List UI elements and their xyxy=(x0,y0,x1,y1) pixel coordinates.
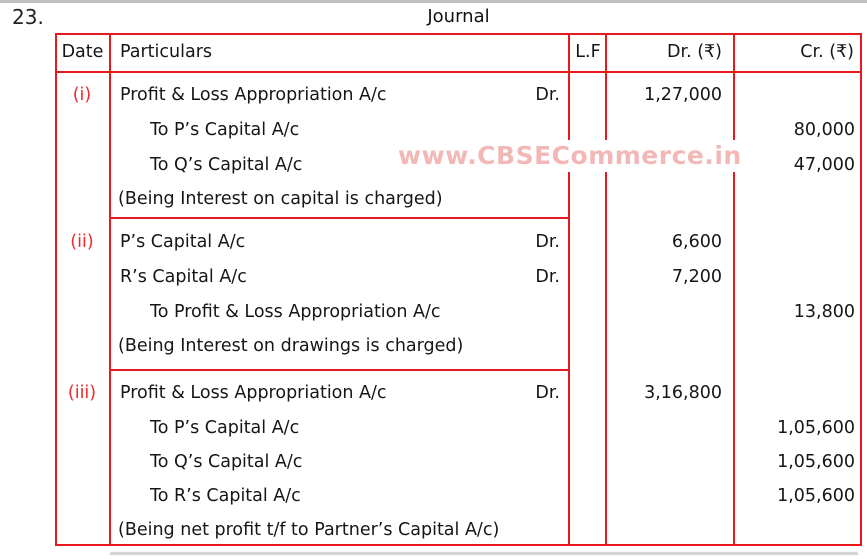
dr-suffix: Dr. xyxy=(535,232,560,252)
question-number: 23. xyxy=(12,5,44,29)
particulars-line: Profit & Loss Appropriation A/c xyxy=(120,85,387,105)
entry-label: (ii) xyxy=(70,232,94,252)
particulars-lf-divider xyxy=(568,33,570,546)
table-bottom-border xyxy=(55,544,862,546)
narration-line: (Being net profit t/f to Partner’s Capital A/c) xyxy=(118,520,500,540)
particulars-line: To R’s Capital A/c xyxy=(150,486,301,506)
narration-line: (Being Interest on capital is charged) xyxy=(118,189,443,209)
header-particulars: Particulars xyxy=(120,42,213,62)
header-dr: Dr. (₹) xyxy=(667,42,722,62)
dr-amount: 6,600 xyxy=(671,232,722,252)
entry-label: (i) xyxy=(72,85,92,105)
bottom-shadow-line xyxy=(110,552,858,555)
cr-amount: 13,800 xyxy=(793,302,855,322)
narration-line: (Being Interest on drawings is charged) xyxy=(118,336,464,356)
dr-amount: 7,200 xyxy=(671,267,722,287)
particulars-line: P’s Capital A/c xyxy=(120,232,246,252)
dr-cr-divider xyxy=(733,33,735,546)
lf-dr-divider xyxy=(605,33,607,546)
cr-amount: 80,000 xyxy=(793,120,855,140)
header-lf: L.F xyxy=(575,42,601,62)
particulars-line: R’s Capital A/c xyxy=(120,267,247,287)
dr-suffix: Dr. xyxy=(535,383,560,403)
particulars-line: To Profit & Loss Appropriation A/c xyxy=(150,302,441,322)
cr-amount: 47,000 xyxy=(793,155,855,175)
cr-amount: 1,05,600 xyxy=(777,452,855,472)
particulars-line: Profit & Loss Appropriation A/c xyxy=(120,383,387,403)
cr-amount: 1,05,600 xyxy=(777,486,855,506)
particulars-line: To P’s Capital A/c xyxy=(150,418,300,438)
entry-label: (iii) xyxy=(67,383,97,403)
top-edge-divider xyxy=(0,0,867,3)
table-right-border xyxy=(860,33,862,546)
table-left-border xyxy=(55,33,57,546)
dr-amount: 3,16,800 xyxy=(644,383,722,403)
header-bottom-border xyxy=(55,71,862,73)
entry-separator-1 xyxy=(110,217,569,219)
particulars-line: To P’s Capital A/c xyxy=(150,120,300,140)
dr-amount: 1,27,000 xyxy=(644,85,722,105)
cr-amount: 1,05,600 xyxy=(777,418,855,438)
date-particulars-divider xyxy=(109,33,111,546)
particulars-line: To Q’s Capital A/c xyxy=(150,155,303,175)
header-cr: Cr. (₹) xyxy=(800,42,854,62)
watermark-text: www.CBSECommerce.in xyxy=(394,140,746,172)
page-title: Journal xyxy=(427,6,490,27)
entry-separator-2 xyxy=(110,369,569,371)
dr-suffix: Dr. xyxy=(535,85,560,105)
header-date: Date xyxy=(61,42,104,62)
dr-suffix: Dr. xyxy=(535,267,560,287)
particulars-line: To Q’s Capital A/c xyxy=(150,452,303,472)
